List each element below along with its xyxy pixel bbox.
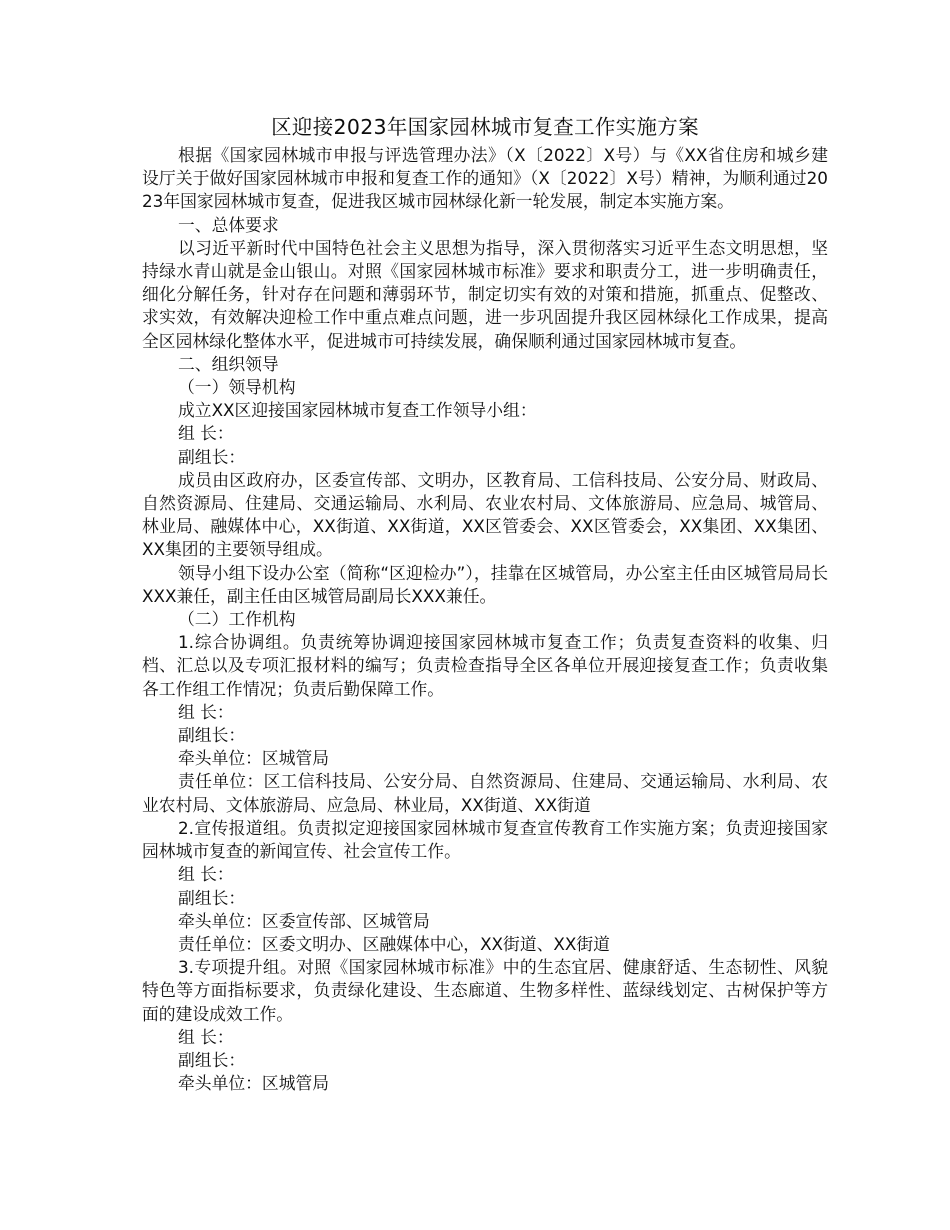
document-page: [142, 112, 828, 1095]
leader-line: 组 长：: [178, 1026, 234, 1047]
deputy-leader-line: 副组长：: [178, 446, 246, 467]
paragraph-general-requirements: 以习近平新时代中国特色社会主义思想为指导，深入贯彻落实习近平生态文明思想，坚持绿水青山就是金山银山。对照《国家园林城市标准》要求和职责分工，进一步明确责任，细化分解任务，针对存在问题和薄弱环节，制定切实有效的对策和措施，抓重点、促整改、求实效，有效解决迎检工作中重点难点问题，进一步巩固提升我区园林绿化工作成果，提高全区园林绿化整体水平，促进城市可持续发展，确保顺利通过国家园林城市复查。: [142, 237, 828, 351]
responsible-units-line: 责任单位：区委文明办、区融媒体中心，XX街道、XX街道: [178, 933, 610, 954]
deputy-leader-line: 副组长：: [178, 725, 246, 746]
document-title: 区迎接2023年国家园林城市复查工作实施方案: [271, 115, 699, 139]
paragraph-office: 领导小组下设办公室（简称“区迎检办”），挂靠在区城管局，办公室主任由区城管局局长XXX兼任，副主任由区城管局副局长XXX兼任。: [142, 562, 828, 606]
leader-line: 组 长：: [178, 423, 234, 444]
paragraph-members: 成员由区政府办，区委宣传部、文明办，区教育局、工信科技局、公安分局、财政局、自然资源局、住建局、交通运输局、水利局、农业农村局、文体旅游局、应急局、城管局、林业局、融媒体中心，XX街道、XX街道，XX区管委会、XX区管委会，XX集团、XX集团、XX集团的主要领导组成。: [142, 469, 828, 560]
paragraph-improvement-group: 3.专项提升组。对照《国家园林城市标准》中的生态宜居、健康舒适、生态韧性、风貌特色等方面指标要求，负责绿化建设、生态廊道、生物多样性、蓝绿线划定、古树保护等方面的建设成效工作。: [142, 957, 828, 1024]
paragraph-intro: 根据《国家园林城市申报与评选管理办法》（X〔2022〕X号）与《XX省住房和城乡建设厅关于做好国家园林城市申报和复查工作的通知》（X〔2022〕X号）精神，为顺利通过2023年国家园林城市复查，促进我区城市园林绿化新一轮发展，制定本实施方案。: [142, 145, 828, 212]
deputy-leader-line: 副组长：: [178, 1049, 246, 1070]
deputy-leader-line: 副组长：: [178, 887, 246, 908]
lead-unit-line: 牵头单位：区城管局: [178, 1073, 330, 1094]
leader-line: 组 长：: [178, 864, 234, 885]
subsection-heading-leadership: （一）领导机构: [178, 377, 296, 398]
lead-unit-line: 牵头单位：区委宣传部、区城管局: [178, 910, 430, 931]
paragraph-coordination-group: 1.综合协调组。负责统筹协调迎接国家园林城市复查工作；负责复查资料的收集、归档、汇总以及专项汇报材料的编写；负责检查指导全区各单位开展迎接复查工作；负责收集各工作组工作情况；负责后勤保障工作。: [142, 632, 828, 699]
paragraph-leadership-group: 成立XX区迎接国家园林城市复查工作领导小组：: [178, 400, 537, 421]
subsection-heading-work-bodies: （二）工作机构: [178, 609, 296, 630]
responsible-units-line: 责任单位：区工信科技局、公安分局、自然资源局、住建局、交通运输局、水利局、农业农村局、文体旅游局、应急局、林业局，XX街道、XX街道: [142, 771, 828, 815]
lead-unit-line: 牵头单位：区城管局: [178, 748, 330, 769]
section-heading-general-requirements: 一、总体要求: [178, 214, 279, 235]
paragraph-publicity-group: 2.宣传报道组。负责拟定迎接国家园林城市复查宣传教育工作实施方案；负责迎接国家园林城市复查的新闻宣传、社会宣传工作。: [142, 817, 828, 862]
section-heading-organization: 二、组织领导: [178, 353, 279, 374]
leader-line: 组 长：: [178, 701, 234, 722]
